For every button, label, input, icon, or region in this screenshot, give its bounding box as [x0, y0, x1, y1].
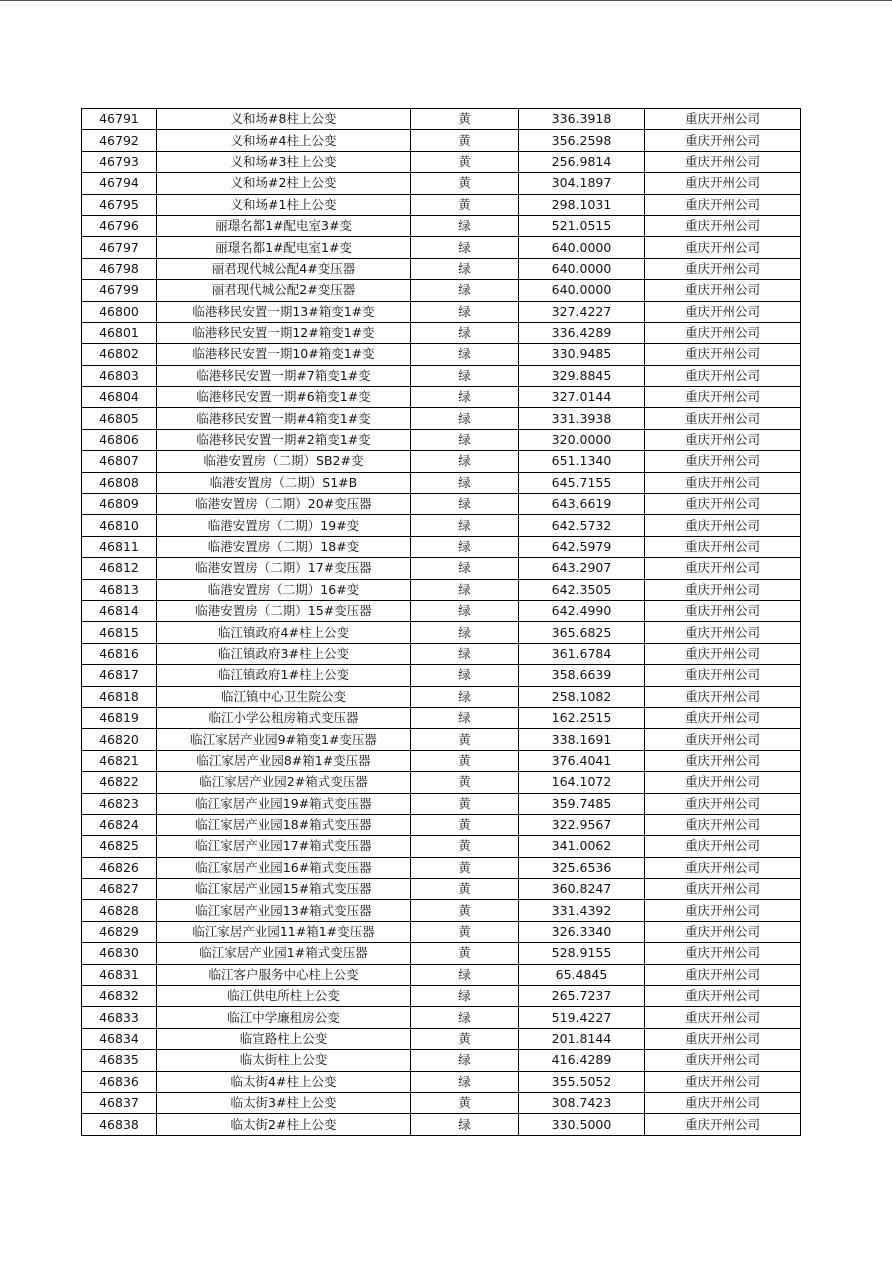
row-id-cell: 46828: [82, 900, 157, 921]
value-cell: 642.5979: [519, 536, 645, 557]
station-name-cell: 临港安置房（二期）18#变: [157, 536, 411, 557]
company-cell: 重庆开州公司: [645, 1007, 801, 1028]
value-cell: 361.6784: [519, 643, 645, 664]
row-id-cell: 46820: [82, 729, 157, 750]
station-name-cell: 临港安置房（二期）20#变压器: [157, 494, 411, 515]
status-cell: 黄: [411, 109, 519, 130]
table-body: [82, 109, 801, 1136]
row-id-cell: 46796: [82, 215, 157, 236]
row-id-cell: 46794: [82, 173, 157, 194]
row-id-cell: 46806: [82, 429, 157, 450]
company-cell: 重庆开州公司: [645, 130, 801, 151]
row-id-cell: 46837: [82, 1092, 157, 1113]
row-id-cell: 46833: [82, 1007, 157, 1028]
company-cell: 重庆开州公司: [645, 1071, 801, 1092]
table-row: [82, 1050, 801, 1071]
row-id-cell: 46835: [82, 1050, 157, 1071]
value-cell: 640.0000: [519, 237, 645, 258]
table-row: [82, 729, 801, 750]
company-cell: 重庆开州公司: [645, 921, 801, 942]
data-table: [81, 108, 801, 1136]
status-cell: 黄: [411, 750, 519, 771]
row-id-cell: 46805: [82, 408, 157, 429]
row-id-cell: 46823: [82, 793, 157, 814]
company-cell: 重庆开州公司: [645, 772, 801, 793]
table-row: [82, 344, 801, 365]
value-cell: 341.0062: [519, 836, 645, 857]
value-cell: 519.4227: [519, 1007, 645, 1028]
row-id-cell: 46809: [82, 494, 157, 515]
status-cell: 绿: [411, 215, 519, 236]
status-cell: 绿: [411, 258, 519, 279]
station-name-cell: 临港移民安置一期10#箱变1#变: [157, 344, 411, 365]
status-cell: 绿: [411, 515, 519, 536]
station-name-cell: 义和场#3柱上公变: [157, 151, 411, 172]
table-row: [82, 1028, 801, 1049]
status-cell: 绿: [411, 365, 519, 386]
value-cell: 376.4041: [519, 750, 645, 771]
station-name-cell: 临太街4#柱上公变: [157, 1071, 411, 1092]
value-cell: 355.5052: [519, 1071, 645, 1092]
status-cell: 绿: [411, 643, 519, 664]
table-row: [82, 879, 801, 900]
table-row: [82, 1092, 801, 1113]
status-cell: 绿: [411, 1050, 519, 1071]
station-name-cell: 临港移民安置一期13#箱变1#变: [157, 301, 411, 322]
status-cell: 黄: [411, 879, 519, 900]
table-row: [82, 365, 801, 386]
company-cell: 重庆开州公司: [645, 622, 801, 643]
company-cell: 重庆开州公司: [645, 237, 801, 258]
company-cell: 重庆开州公司: [645, 280, 801, 301]
value-cell: 330.5000: [519, 1114, 645, 1135]
value-cell: 642.3505: [519, 579, 645, 600]
company-cell: 重庆开州公司: [645, 943, 801, 964]
company-cell: 重庆开州公司: [645, 515, 801, 536]
company-cell: 重庆开州公司: [645, 258, 801, 279]
table-row: [82, 900, 801, 921]
table-row: [82, 921, 801, 942]
value-cell: 329.8845: [519, 365, 645, 386]
row-id-cell: 46791: [82, 109, 157, 130]
table-row: [82, 494, 801, 515]
value-cell: 164.1072: [519, 772, 645, 793]
status-cell: 黄: [411, 793, 519, 814]
station-name-cell: 临太街柱上公变: [157, 1050, 411, 1071]
row-id-cell: 46830: [82, 943, 157, 964]
status-cell: 黄: [411, 729, 519, 750]
station-name-cell: 临江镇政府1#柱上公变: [157, 665, 411, 686]
row-id-cell: 46811: [82, 536, 157, 557]
company-cell: 重庆开州公司: [645, 408, 801, 429]
company-cell: 重庆开州公司: [645, 814, 801, 835]
company-cell: 重庆开州公司: [645, 964, 801, 985]
station-name-cell: 临港安置房（二期）S1#B: [157, 472, 411, 493]
station-name-cell: 丽璟名都1#配电室3#变: [157, 215, 411, 236]
company-cell: 重庆开州公司: [645, 494, 801, 515]
value-cell: 327.4227: [519, 301, 645, 322]
station-name-cell: 临江供电所柱上公变: [157, 986, 411, 1007]
status-cell: 绿: [411, 344, 519, 365]
table-row: [82, 215, 801, 236]
status-cell: 黄: [411, 814, 519, 835]
station-name-cell: 临港移民安置一期#6箱变1#变: [157, 387, 411, 408]
table-row: [82, 643, 801, 664]
row-id-cell: 46813: [82, 579, 157, 600]
company-cell: 重庆开州公司: [645, 879, 801, 900]
company-cell: 重庆开州公司: [645, 173, 801, 194]
station-name-cell: 临太街3#柱上公变: [157, 1092, 411, 1113]
table-row: [82, 173, 801, 194]
station-name-cell: 丽璟名都1#配电室1#变: [157, 237, 411, 258]
row-id-cell: 46834: [82, 1028, 157, 1049]
status-cell: 黄: [411, 921, 519, 942]
row-id-cell: 46838: [82, 1114, 157, 1135]
station-name-cell: 临江家居产业园8#箱1#变压器: [157, 750, 411, 771]
value-cell: 298.1031: [519, 194, 645, 215]
station-name-cell: 义和场#2柱上公变: [157, 173, 411, 194]
value-cell: 265.7237: [519, 986, 645, 1007]
table-row: [82, 665, 801, 686]
table-row: [82, 857, 801, 878]
company-cell: 重庆开州公司: [645, 536, 801, 557]
table-row: [82, 237, 801, 258]
row-id-cell: 46804: [82, 387, 157, 408]
value-cell: 640.0000: [519, 258, 645, 279]
table-row: [82, 515, 801, 536]
company-cell: 重庆开州公司: [645, 686, 801, 707]
row-id-cell: 46827: [82, 879, 157, 900]
station-name-cell: 义和场#8柱上公变: [157, 109, 411, 130]
company-cell: 重庆开州公司: [645, 344, 801, 365]
value-cell: 322.9567: [519, 814, 645, 835]
status-cell: 黄: [411, 151, 519, 172]
value-cell: 642.4990: [519, 600, 645, 621]
value-cell: 359.7485: [519, 793, 645, 814]
status-cell: 绿: [411, 494, 519, 515]
row-id-cell: 46800: [82, 301, 157, 322]
status-cell: 绿: [411, 429, 519, 450]
status-cell: 黄: [411, 1092, 519, 1113]
status-cell: 绿: [411, 536, 519, 557]
value-cell: 320.0000: [519, 429, 645, 450]
company-cell: 重庆开州公司: [645, 194, 801, 215]
station-name-cell: 临江家居产业园18#箱式变压器: [157, 814, 411, 835]
page-top-border: [0, 0, 892, 1]
value-cell: 331.4392: [519, 900, 645, 921]
row-id-cell: 46812: [82, 558, 157, 579]
station-name-cell: 丽君现代城公配4#变压器: [157, 258, 411, 279]
table-row: [82, 1007, 801, 1028]
row-id-cell: 46831: [82, 964, 157, 985]
status-cell: 绿: [411, 665, 519, 686]
table-row: [82, 109, 801, 130]
row-id-cell: 46792: [82, 130, 157, 151]
value-cell: 336.4289: [519, 322, 645, 343]
station-name-cell: 临江镇政府4#柱上公变: [157, 622, 411, 643]
value-cell: 162.2515: [519, 707, 645, 728]
company-cell: 重庆开州公司: [645, 151, 801, 172]
company-cell: 重庆开州公司: [645, 1050, 801, 1071]
row-id-cell: 46799: [82, 280, 157, 301]
station-name-cell: 临港安置房（二期）17#变压器: [157, 558, 411, 579]
row-id-cell: 46819: [82, 707, 157, 728]
value-cell: 330.9485: [519, 344, 645, 365]
status-cell: 绿: [411, 964, 519, 985]
company-cell: 重庆开州公司: [645, 900, 801, 921]
row-id-cell: 46817: [82, 665, 157, 686]
value-cell: 326.3340: [519, 921, 645, 942]
status-cell: 绿: [411, 707, 519, 728]
status-cell: 绿: [411, 387, 519, 408]
table-row: [82, 387, 801, 408]
company-cell: 重庆开州公司: [645, 429, 801, 450]
table-row: [82, 986, 801, 1007]
value-cell: 643.6619: [519, 494, 645, 515]
company-cell: 重庆开州公司: [645, 1114, 801, 1135]
status-cell: 绿: [411, 558, 519, 579]
row-id-cell: 46810: [82, 515, 157, 536]
table-row: [82, 408, 801, 429]
status-cell: 黄: [411, 900, 519, 921]
company-cell: 重庆开州公司: [645, 857, 801, 878]
value-cell: 645.7155: [519, 472, 645, 493]
value-cell: 338.1691: [519, 729, 645, 750]
station-name-cell: 临港安置房（二期）19#变: [157, 515, 411, 536]
status-cell: 绿: [411, 600, 519, 621]
value-cell: 356.2598: [519, 130, 645, 151]
table-row: [82, 194, 801, 215]
table-row: [82, 1114, 801, 1135]
station-name-cell: 临江家居产业园9#箱变1#变压器: [157, 729, 411, 750]
row-id-cell: 46822: [82, 772, 157, 793]
value-cell: 331.3938: [519, 408, 645, 429]
status-cell: 黄: [411, 857, 519, 878]
row-id-cell: 46795: [82, 194, 157, 215]
value-cell: 651.1340: [519, 451, 645, 472]
station-name-cell: 临江家居产业园13#箱式变压器: [157, 900, 411, 921]
table-row: [82, 472, 801, 493]
station-name-cell: 临江家居产业园1#箱式变压器: [157, 943, 411, 964]
company-cell: 重庆开州公司: [645, 387, 801, 408]
row-id-cell: 46821: [82, 750, 157, 771]
status-cell: 黄: [411, 943, 519, 964]
table-row: [82, 622, 801, 643]
company-cell: 重庆开州公司: [645, 579, 801, 600]
station-name-cell: 临江客户服务中心柱上公变: [157, 964, 411, 985]
station-name-cell: 临港安置房（二期）16#变: [157, 579, 411, 600]
status-cell: 绿: [411, 1114, 519, 1135]
row-id-cell: 46793: [82, 151, 157, 172]
row-id-cell: 46826: [82, 857, 157, 878]
company-cell: 重庆开州公司: [645, 472, 801, 493]
status-cell: 绿: [411, 686, 519, 707]
company-cell: 重庆开州公司: [645, 986, 801, 1007]
table-row: [82, 814, 801, 835]
row-id-cell: 46829: [82, 921, 157, 942]
station-name-cell: 临江镇政府3#柱上公变: [157, 643, 411, 664]
company-cell: 重庆开州公司: [645, 793, 801, 814]
table-row: [82, 322, 801, 343]
row-id-cell: 46824: [82, 814, 157, 835]
station-name-cell: 临江家居产业园11#箱1#变压器: [157, 921, 411, 942]
value-cell: 325.6536: [519, 857, 645, 878]
company-cell: 重庆开州公司: [645, 836, 801, 857]
value-cell: 416.4289: [519, 1050, 645, 1071]
company-cell: 重庆开州公司: [645, 1028, 801, 1049]
table-row: [82, 686, 801, 707]
value-cell: 258.1082: [519, 686, 645, 707]
status-cell: 绿: [411, 451, 519, 472]
value-cell: 643.2907: [519, 558, 645, 579]
row-id-cell: 46815: [82, 622, 157, 643]
status-cell: 绿: [411, 237, 519, 258]
status-cell: 绿: [411, 408, 519, 429]
row-id-cell: 46825: [82, 836, 157, 857]
station-name-cell: 临宣路柱上公变: [157, 1028, 411, 1049]
station-name-cell: 临港移民安置一期#7箱变1#变: [157, 365, 411, 386]
table-row: [82, 964, 801, 985]
table-row: [82, 600, 801, 621]
company-cell: 重庆开州公司: [645, 322, 801, 343]
value-cell: 528.9155: [519, 943, 645, 964]
status-cell: 绿: [411, 622, 519, 643]
value-cell: 336.3918: [519, 109, 645, 130]
table-row: [82, 943, 801, 964]
value-cell: 304.1897: [519, 173, 645, 194]
company-cell: 重庆开州公司: [645, 729, 801, 750]
row-id-cell: 46836: [82, 1071, 157, 1092]
value-cell: 642.5732: [519, 515, 645, 536]
company-cell: 重庆开州公司: [645, 600, 801, 621]
table-row: [82, 707, 801, 728]
status-cell: 黄: [411, 1028, 519, 1049]
status-cell: 绿: [411, 1007, 519, 1028]
station-name-cell: 丽君现代城公配2#变压器: [157, 280, 411, 301]
table-row: [82, 280, 801, 301]
status-cell: 绿: [411, 322, 519, 343]
row-id-cell: 46803: [82, 365, 157, 386]
table-row: [82, 130, 801, 151]
company-cell: 重庆开州公司: [645, 750, 801, 771]
value-cell: 65.4845: [519, 964, 645, 985]
status-cell: 绿: [411, 472, 519, 493]
station-name-cell: 临港安置房（二期）SB2#变: [157, 451, 411, 472]
table-row: [82, 536, 801, 557]
station-name-cell: 临港安置房（二期）15#变压器: [157, 600, 411, 621]
table-row: [82, 301, 801, 322]
status-cell: 黄: [411, 173, 519, 194]
company-cell: 重庆开州公司: [645, 665, 801, 686]
table-row: [82, 836, 801, 857]
station-name-cell: 临江小学公租房箱式变压器: [157, 707, 411, 728]
status-cell: 绿: [411, 280, 519, 301]
value-cell: 201.8144: [519, 1028, 645, 1049]
table-row: [82, 579, 801, 600]
station-name-cell: 临江中学廉租房公变: [157, 1007, 411, 1028]
row-id-cell: 46808: [82, 472, 157, 493]
company-cell: 重庆开州公司: [645, 558, 801, 579]
status-cell: 绿: [411, 579, 519, 600]
table-row: [82, 451, 801, 472]
station-name-cell: 临江家居产业园15#箱式变压器: [157, 879, 411, 900]
status-cell: 绿: [411, 1071, 519, 1092]
status-cell: 黄: [411, 194, 519, 215]
row-id-cell: 46802: [82, 344, 157, 365]
value-cell: 256.9814: [519, 151, 645, 172]
station-name-cell: 临港移民安置一期#2箱变1#变: [157, 429, 411, 450]
row-id-cell: 46832: [82, 986, 157, 1007]
table-row: [82, 258, 801, 279]
station-name-cell: 临港移民安置一期12#箱变1#变: [157, 322, 411, 343]
value-cell: 308.7423: [519, 1092, 645, 1113]
table-row: [82, 558, 801, 579]
status-cell: 黄: [411, 772, 519, 793]
value-cell: 358.6639: [519, 665, 645, 686]
company-cell: 重庆开州公司: [645, 451, 801, 472]
table-row: [82, 429, 801, 450]
status-cell: 黄: [411, 130, 519, 151]
value-cell: 640.0000: [519, 280, 645, 301]
station-name-cell: 临江家居产业园16#箱式变压器: [157, 857, 411, 878]
company-cell: 重庆开州公司: [645, 215, 801, 236]
row-id-cell: 46818: [82, 686, 157, 707]
value-cell: 365.6825: [519, 622, 645, 643]
station-name-cell: 义和场#1柱上公变: [157, 194, 411, 215]
table-row: [82, 772, 801, 793]
status-cell: 绿: [411, 986, 519, 1007]
row-id-cell: 46814: [82, 600, 157, 621]
row-id-cell: 46801: [82, 322, 157, 343]
company-cell: 重庆开州公司: [645, 707, 801, 728]
value-cell: 521.0515: [519, 215, 645, 236]
station-name-cell: 临江家居产业园2#箱式变压器: [157, 772, 411, 793]
row-id-cell: 46797: [82, 237, 157, 258]
row-id-cell: 46807: [82, 451, 157, 472]
status-cell: 绿: [411, 301, 519, 322]
station-name-cell: 临江家居产业园19#箱式变压器: [157, 793, 411, 814]
company-cell: 重庆开州公司: [645, 109, 801, 130]
table-row: [82, 750, 801, 771]
row-id-cell: 46798: [82, 258, 157, 279]
station-name-cell: 义和场#4柱上公变: [157, 130, 411, 151]
table-row: [82, 1071, 801, 1092]
value-cell: 360.8247: [519, 879, 645, 900]
company-cell: 重庆开州公司: [645, 301, 801, 322]
station-name-cell: 临江家居产业园17#箱式变压器: [157, 836, 411, 857]
company-cell: 重庆开州公司: [645, 1092, 801, 1113]
table-row: [82, 793, 801, 814]
status-cell: 黄: [411, 836, 519, 857]
company-cell: 重庆开州公司: [645, 365, 801, 386]
station-name-cell: 临港移民安置一期#4箱变1#变: [157, 408, 411, 429]
company-cell: 重庆开州公司: [645, 643, 801, 664]
row-id-cell: 46816: [82, 643, 157, 664]
station-name-cell: 临太街2#柱上公变: [157, 1114, 411, 1135]
table-row: [82, 151, 801, 172]
value-cell: 327.0144: [519, 387, 645, 408]
station-name-cell: 临江镇中心卫生院公变: [157, 686, 411, 707]
